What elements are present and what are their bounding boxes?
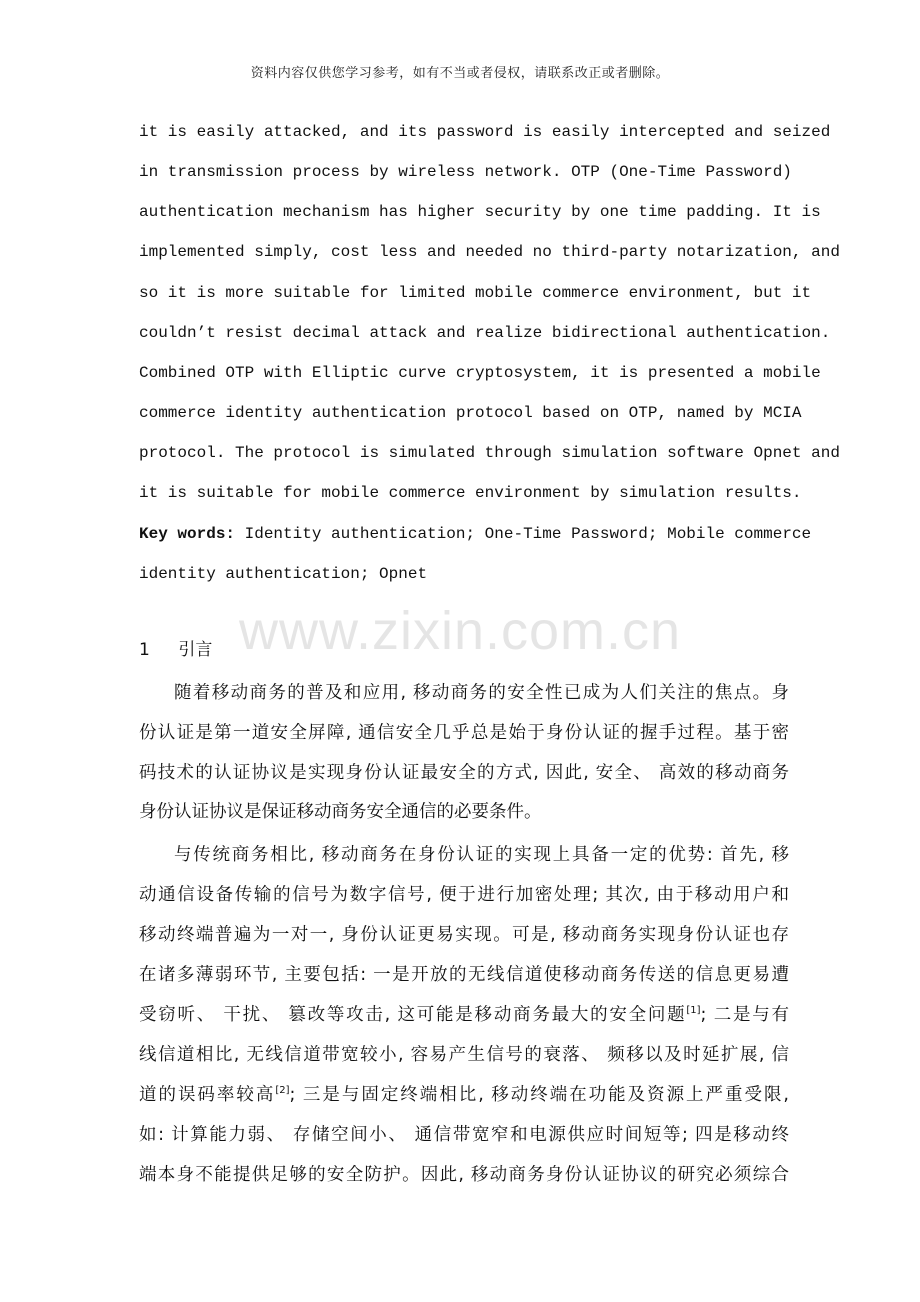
keywords-line-continued: identity authentication; Opnet bbox=[139, 565, 428, 583]
abstract-line: it is suitable for mobile commerce environment by simulation results. bbox=[139, 484, 802, 502]
abstract-line: protocol. The protocol is simulated through simulation software Opnet and bbox=[139, 444, 840, 462]
citation-ref-2: [2] bbox=[275, 1085, 290, 1096]
section-heading bbox=[139, 638, 212, 662]
abstract-line: Combined OTP with Elliptic curve cryptosystem, it is presented a mobile bbox=[139, 364, 821, 382]
paragraph-text: ; 二是与有 bbox=[700, 1005, 790, 1025]
watermark: www.zixin.com.cn bbox=[238, 601, 682, 661]
paragraph-line: 身份认证协议是保证移动商务安全通信的必要条件。 bbox=[139, 802, 542, 822]
section-title: 引言 bbox=[178, 640, 213, 660]
paragraph-line: 动通信设备传输的信号为数字信号, 便于进行加密处理; 其次, 由于移动用户和 bbox=[139, 885, 789, 905]
keywords-line bbox=[139, 522, 812, 546]
paragraph-line: 与传统商务相比, 移动商务在身份认证的实现上具备一定的优势: 首先, 移 bbox=[174, 845, 789, 865]
keywords-label: Key words: bbox=[139, 525, 236, 543]
header-disclaimer: 资料内容仅供您学习参考，如有不当或者侵权，请联系改正或者删除。 bbox=[250, 66, 670, 81]
citation-ref-1: [1] bbox=[686, 1005, 701, 1016]
paragraph-line: 端本身不能提供足够的安全防护。因此, 移动商务身份认证协议的研究必须综合 bbox=[139, 1165, 789, 1185]
paragraph-line bbox=[139, 1002, 789, 1028]
paragraph-line: 随着移动商务的普及和应用, 移动商务的安全性已成为人们关注的焦点。身 bbox=[174, 683, 789, 703]
abstract-line: authentication mechanism has higher security by one time padding. It is bbox=[139, 203, 821, 221]
paragraph-line: 码技术的认证协议是实现身份认证最安全的方式, 因此, 安全、 高效的移动商务 bbox=[139, 763, 789, 783]
paragraph-line: 在诸多薄弱环节, 主要包括: 一是开放的无线信道使移动商务传送的信息更易遭 bbox=[139, 965, 789, 985]
section-number: 1 bbox=[139, 640, 150, 660]
keywords-text: Identity authentication; One-Time Password; Mobile commerce bbox=[244, 525, 812, 543]
abstract-line: in transmission process by wireless network. OTP (One-Time Password) bbox=[139, 163, 792, 181]
abstract-line: it is easily attacked, and its password is easily intercepted and seized bbox=[139, 123, 831, 141]
abstract-line: implemented simply, cost less and needed no third-party notarization, and bbox=[139, 243, 840, 261]
abstract-line: so it is more suitable for limited mobile commerce environment, but it bbox=[139, 284, 812, 302]
paragraph-line bbox=[139, 1082, 789, 1108]
paragraph-line: 份认证是第一道安全屏障, 通信安全几乎总是始于身份认证的握手过程。基于密 bbox=[139, 723, 789, 743]
paragraph-line: 如: 计算能力弱、 存储空间小、 通信带宽窄和电源供应时间短等; 四是移动终 bbox=[139, 1125, 789, 1145]
abstract-line: couldn’t resist decimal attack and realize bidirectional authentication. bbox=[139, 324, 831, 342]
paragraph-line: 移动终端普遍为一对一, 身份认证更易实现。可是, 移动商务实现身份认证也存 bbox=[139, 925, 789, 945]
paragraph-line: 线信道相比, 无线信道带宽较小, 容易产生信号的衰落、 频移以及时延扩展, 信 bbox=[139, 1045, 789, 1065]
paragraph-text: ; 三是与固定终端相比, 移动终端在功能及资源上严重受限, bbox=[289, 1085, 789, 1105]
abstract-line: commerce identity authentication protocol based on OTP, named by MCIA bbox=[139, 404, 802, 422]
paragraph-text: 道的误码率较高 bbox=[139, 1085, 276, 1105]
paragraph-text: 受窃听、 干扰、 篡改等攻击, 这可能是移动商务最大的安全问题 bbox=[139, 1005, 687, 1025]
